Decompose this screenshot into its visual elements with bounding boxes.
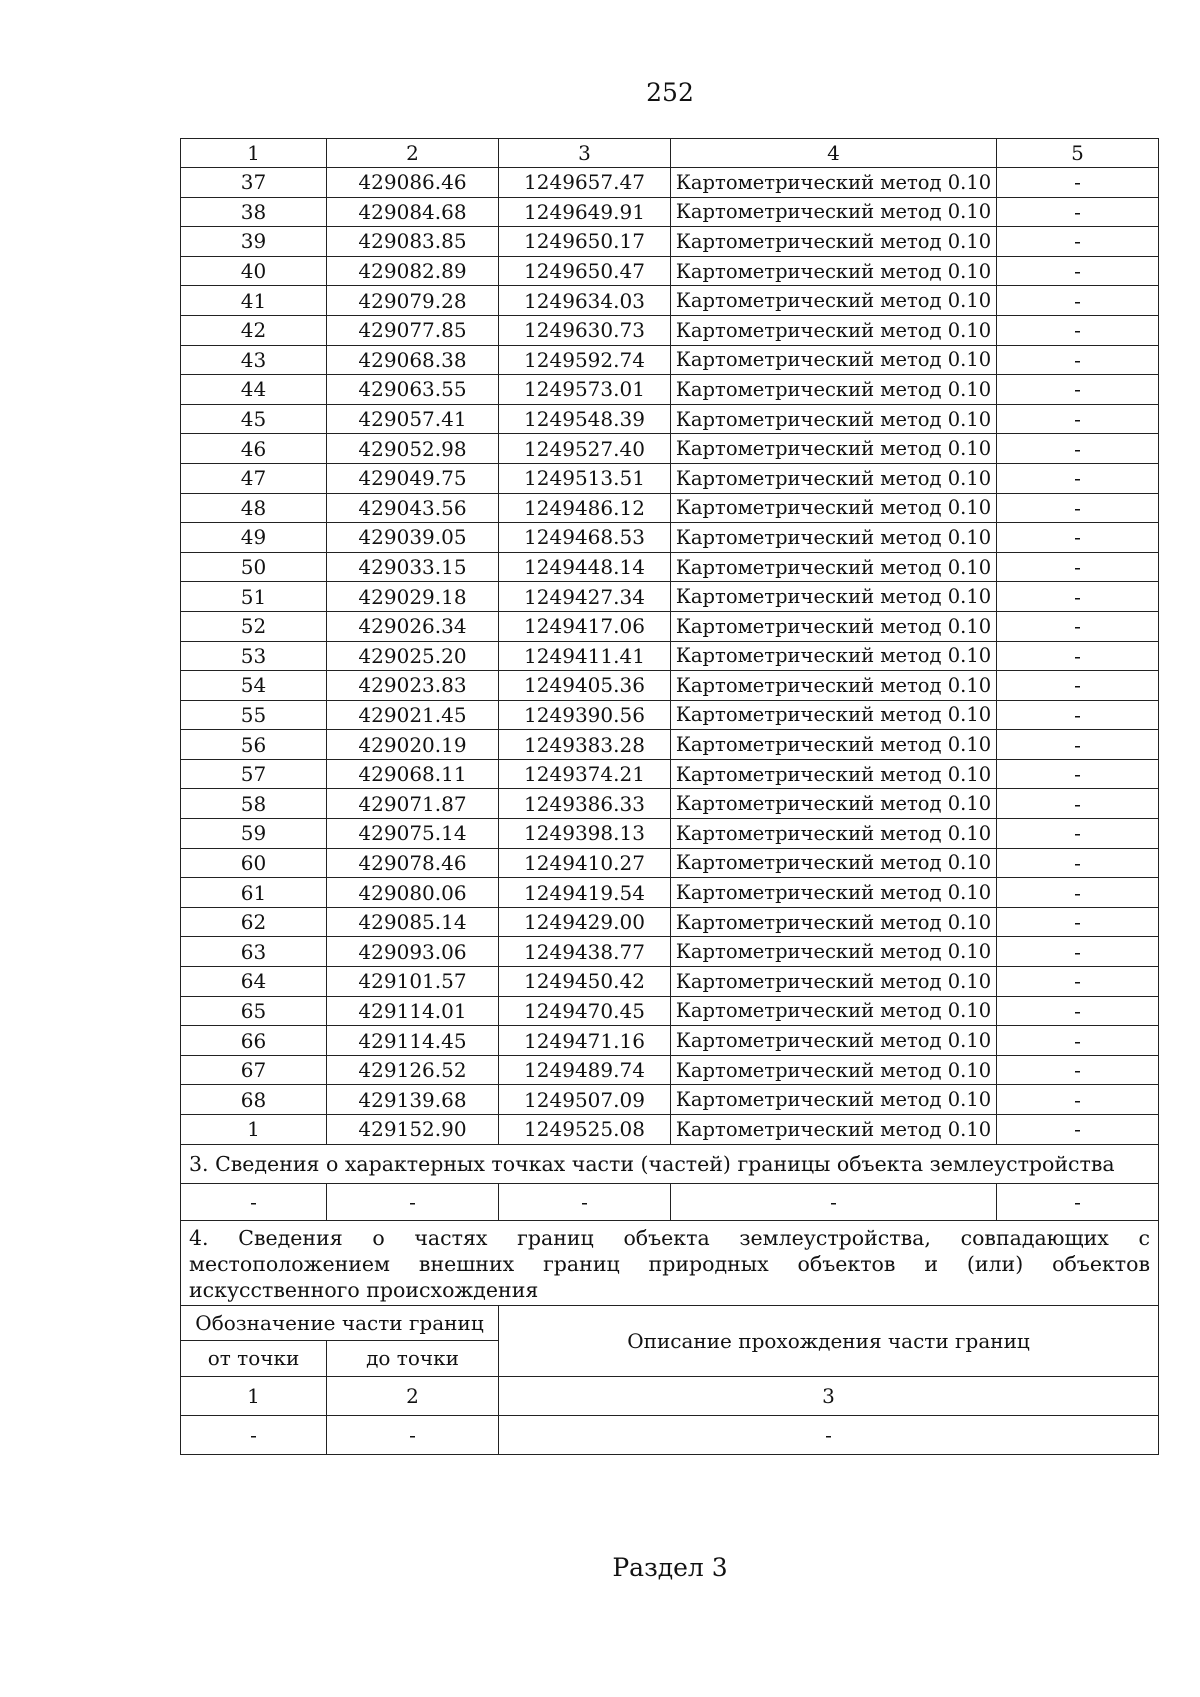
table-cell: 61 [181, 878, 327, 908]
table-cell: 51 [181, 582, 327, 612]
section3-title-row [181, 1144, 1159, 1183]
table-cell: - [997, 286, 1159, 316]
table-cell: - [997, 256, 1159, 286]
table-cell: 1249450.42 [499, 967, 671, 997]
table-cell: 1249417.06 [499, 611, 671, 641]
table-cell: 1 [181, 1115, 327, 1145]
table-cell: Картометрический метод 0.10 [671, 434, 997, 464]
table-cell: 2 [327, 1376, 499, 1415]
table-cell: 1249573.01 [499, 375, 671, 405]
table-cell: - [997, 611, 1159, 641]
table-row [181, 1026, 1159, 1056]
table-cell: 429071.87 [327, 789, 499, 819]
table-cell: Картометрический метод 0.10 [671, 315, 997, 345]
table-row [181, 730, 1159, 760]
table-cell: - [997, 819, 1159, 849]
table-cell: 49 [181, 523, 327, 553]
table-cell: - [997, 345, 1159, 375]
table-cell: 1249486.12 [499, 493, 671, 523]
table-cell: 1249513.51 [499, 463, 671, 493]
table-cell: 429063.55 [327, 375, 499, 405]
table-cell: Картометрический метод 0.10 [671, 671, 997, 701]
table-cell: 429086.46 [327, 168, 499, 198]
table-cell: Картометрический метод 0.10 [671, 227, 997, 257]
table-cell: Картометрический метод 0.10 [671, 907, 997, 937]
table-row [181, 641, 1159, 671]
table-cell: 1249634.03 [499, 286, 671, 316]
table-cell: Картометрический метод 0.10 [671, 1085, 997, 1115]
table-cell: 1249592.74 [499, 345, 671, 375]
table-cell: 47 [181, 463, 327, 493]
table-cell: - [997, 759, 1159, 789]
table-cell: Картометрический метод 0.10 [671, 552, 997, 582]
table-cell: Картометрический метод 0.10 [671, 197, 997, 227]
table-cell: - [181, 1415, 327, 1454]
table-cell: 66 [181, 1026, 327, 1056]
table-cell: 429021.45 [327, 700, 499, 730]
table-cell: 37 [181, 168, 327, 198]
table-cell: Картометрический метод 0.10 [671, 286, 997, 316]
table-cell: 429057.41 [327, 404, 499, 434]
section4-title-row [181, 1220, 1159, 1305]
table-cell: - [997, 523, 1159, 553]
table-cell: Картометрический метод 0.10 [671, 848, 997, 878]
table-cell: 429023.83 [327, 671, 499, 701]
table-cell: - [997, 789, 1159, 819]
coordinates-table [180, 138, 1159, 1455]
table-cell: Картометрический метод 0.10 [671, 345, 997, 375]
table-row [181, 611, 1159, 641]
table-cell: 67 [181, 1055, 327, 1085]
table-cell: 64 [181, 967, 327, 997]
table-cell: 1249470.45 [499, 996, 671, 1026]
table-row [181, 819, 1159, 849]
table-cell: - [997, 197, 1159, 227]
table-cell: 429084.68 [327, 197, 499, 227]
table-cell: 40 [181, 256, 327, 286]
table-cell: - [997, 641, 1159, 671]
table-cell: 57 [181, 759, 327, 789]
table-cell: - [997, 907, 1159, 937]
table-cell: - [997, 730, 1159, 760]
table-cell: 55 [181, 700, 327, 730]
table-cell: - [997, 552, 1159, 582]
table-cell: 44 [181, 375, 327, 405]
table-cell: - [997, 1183, 1159, 1220]
table-cell: 39 [181, 227, 327, 257]
table-row [181, 375, 1159, 405]
table-cell: 60 [181, 848, 327, 878]
table-row [181, 996, 1159, 1026]
table-cell: 429082.89 [327, 256, 499, 286]
table-row [181, 1055, 1159, 1085]
column-number-row [181, 139, 1159, 168]
table-cell: 59 [181, 819, 327, 849]
table-cell: Картометрический метод 0.10 [671, 168, 997, 198]
table-cell: Картометрический метод 0.10 [671, 759, 997, 789]
table-row [181, 907, 1159, 937]
table-cell: Картометрический метод 0.10 [671, 1026, 997, 1056]
table-cell: 1249650.17 [499, 227, 671, 257]
table-row [181, 493, 1159, 523]
table-cell: 429068.11 [327, 759, 499, 789]
table-cell: - [997, 878, 1159, 908]
table-row [181, 759, 1159, 789]
column-header: 4 [671, 139, 997, 168]
section-footer: Раздел 3 [612, 1553, 728, 1582]
table-cell: - [997, 937, 1159, 967]
table-cell: Картометрический метод 0.10 [671, 256, 997, 286]
table-row [181, 197, 1159, 227]
table-cell: - [997, 671, 1159, 701]
table-row [181, 404, 1159, 434]
table-cell: 1249374.21 [499, 759, 671, 789]
table-cell: Картометрический метод 0.10 [671, 611, 997, 641]
table-row [181, 256, 1159, 286]
table-cell: Картометрический метод 0.10 [671, 878, 997, 908]
table-row [181, 286, 1159, 316]
section4-header-row [181, 1305, 1159, 1341]
section4-from-header: от точки [181, 1341, 327, 1377]
table-cell: - [997, 227, 1159, 257]
table-cell: 1249390.56 [499, 700, 671, 730]
section4-number-row [181, 1376, 1159, 1415]
table-cell: 58 [181, 789, 327, 819]
table-row [181, 1115, 1159, 1145]
section4-title: 4. Сведения о частях границ объекта землеустройства, совпадающих с местоположением внешних границ природных объектов и (или) объектов искусственного происхождения [181, 1220, 1159, 1305]
table-cell: 1249525.08 [499, 1115, 671, 1145]
table-cell: - [997, 1026, 1159, 1056]
table-cell: - [997, 168, 1159, 198]
table-cell: 68 [181, 1085, 327, 1115]
table-cell: 53 [181, 641, 327, 671]
table-row [181, 1085, 1159, 1115]
table-row [181, 848, 1159, 878]
table-cell: - [997, 700, 1159, 730]
table-cell: 3 [499, 1376, 1159, 1415]
column-header: 3 [499, 139, 671, 168]
table-cell: - [327, 1183, 499, 1220]
table-cell: - [997, 463, 1159, 493]
table-cell: Картометрический метод 0.10 [671, 967, 997, 997]
table-row [181, 434, 1159, 464]
table-cell: 1249386.33 [499, 789, 671, 819]
table-cell: 65 [181, 996, 327, 1026]
table-row [181, 552, 1159, 582]
table-cell: 429068.38 [327, 345, 499, 375]
table-cell: 429033.15 [327, 552, 499, 582]
table-cell: 429126.52 [327, 1055, 499, 1085]
table-cell: 41 [181, 286, 327, 316]
table-cell: - [499, 1415, 1159, 1454]
table-cell: 50 [181, 552, 327, 582]
table-cell: 429093.06 [327, 937, 499, 967]
table-cell: 429085.14 [327, 907, 499, 937]
table-cell: 429079.28 [327, 286, 499, 316]
table-cell: 1249471.16 [499, 1026, 671, 1056]
table-cell: Картометрический метод 0.10 [671, 937, 997, 967]
table-cell: 1249411.41 [499, 641, 671, 671]
table-cell: 429078.46 [327, 848, 499, 878]
column-header: 2 [327, 139, 499, 168]
table-cell: 1249507.09 [499, 1085, 671, 1115]
page-number: 252 [646, 78, 694, 107]
table-cell: 429083.85 [327, 227, 499, 257]
table-cell: 1249429.00 [499, 907, 671, 937]
table-row [181, 523, 1159, 553]
table-cell: 429080.06 [327, 878, 499, 908]
table-cell: Картометрический метод 0.10 [671, 730, 997, 760]
table-cell: - [997, 996, 1159, 1026]
table-row [181, 227, 1159, 257]
table-cell: 1249468.53 [499, 523, 671, 553]
table-row [181, 168, 1159, 198]
table-cell: 429152.90 [327, 1115, 499, 1145]
table-row [181, 582, 1159, 612]
table-cell: 1249649.91 [499, 197, 671, 227]
table-row [181, 937, 1159, 967]
table-cell: 1249650.47 [499, 256, 671, 286]
table-row [181, 315, 1159, 345]
table-cell: 429039.05 [327, 523, 499, 553]
table-cell: 52 [181, 611, 327, 641]
table-cell: 429020.19 [327, 730, 499, 760]
table-cell: 429114.45 [327, 1026, 499, 1056]
table-cell: 429075.14 [327, 819, 499, 849]
table-cell: 1249527.40 [499, 434, 671, 464]
table-cell: Картометрический метод 0.10 [671, 700, 997, 730]
table-cell: 62 [181, 907, 327, 937]
table-cell: - [997, 315, 1159, 345]
table-cell: 429043.56 [327, 493, 499, 523]
table-cell: 1249657.47 [499, 168, 671, 198]
table-cell: Картометрический метод 0.10 [671, 582, 997, 612]
table-cell: 1249383.28 [499, 730, 671, 760]
table-cell: - [997, 582, 1159, 612]
table-cell: - [499, 1183, 671, 1220]
table-cell: - [997, 493, 1159, 523]
table-cell: 429026.34 [327, 611, 499, 641]
table-cell: - [997, 848, 1159, 878]
table-cell: 1249489.74 [499, 1055, 671, 1085]
table-row [181, 345, 1159, 375]
table-cell: Картометрический метод 0.10 [671, 641, 997, 671]
table-cell: 429139.68 [327, 1085, 499, 1115]
table-cell: 56 [181, 730, 327, 760]
table-row [181, 700, 1159, 730]
table-cell: 48 [181, 493, 327, 523]
table-cell: Картометрический метод 0.10 [671, 463, 997, 493]
table-cell: - [671, 1183, 997, 1220]
table-row [181, 463, 1159, 493]
table-row [181, 967, 1159, 997]
table-cell: Картометрический метод 0.10 [671, 996, 997, 1026]
table-cell: 1 [181, 1376, 327, 1415]
table-cell: 429049.75 [327, 463, 499, 493]
table-cell: Картометрический метод 0.10 [671, 1055, 997, 1085]
table-cell: Картометрический метод 0.10 [671, 523, 997, 553]
table-cell: - [327, 1415, 499, 1454]
table-cell: 1249427.34 [499, 582, 671, 612]
section3-title: 3. Сведения о характерных точках части (частей) границы объекта землеустройства [181, 1144, 1159, 1183]
table-cell: 429101.57 [327, 967, 499, 997]
table-cell: 1249410.27 [499, 848, 671, 878]
table-cell: 1249448.14 [499, 552, 671, 582]
section3-row [181, 1183, 1159, 1220]
table-cell: 1249419.54 [499, 878, 671, 908]
table-cell: 429114.01 [327, 996, 499, 1026]
table-cell: - [997, 1115, 1159, 1145]
table-cell: 42 [181, 315, 327, 345]
table-cell: 1249438.77 [499, 937, 671, 967]
table-cell: - [997, 404, 1159, 434]
table-cell: Картометрический метод 0.10 [671, 375, 997, 405]
section4-to-header: до точки [327, 1341, 499, 1377]
table-row [181, 878, 1159, 908]
table-cell: 45 [181, 404, 327, 434]
section4-part-header: Обозначение части границ [181, 1305, 499, 1341]
table-cell: 429025.20 [327, 641, 499, 671]
table-cell: 54 [181, 671, 327, 701]
table-cell: 429029.18 [327, 582, 499, 612]
table-cell: 43 [181, 345, 327, 375]
table-cell: - [997, 1085, 1159, 1115]
table-cell: - [997, 434, 1159, 464]
table-cell: 46 [181, 434, 327, 464]
table-cell: 1249548.39 [499, 404, 671, 434]
table-cell: 1249398.13 [499, 819, 671, 849]
table-cell: Картометрический метод 0.10 [671, 789, 997, 819]
section4-desc-header: Описание прохождения части границ [499, 1305, 1159, 1376]
column-header: 5 [997, 139, 1159, 168]
table-row [181, 671, 1159, 701]
table-cell: Картометрический метод 0.10 [671, 404, 997, 434]
table-row [181, 789, 1159, 819]
table-cell: 63 [181, 937, 327, 967]
table-cell: - [997, 967, 1159, 997]
table-cell: 38 [181, 197, 327, 227]
table-cell: Картометрический метод 0.10 [671, 819, 997, 849]
table-cell: - [997, 1055, 1159, 1085]
table-cell: - [181, 1183, 327, 1220]
table-cell: Картометрический метод 0.10 [671, 493, 997, 523]
table-cell: Картометрический метод 0.10 [671, 1115, 997, 1145]
table-cell: 1249630.73 [499, 315, 671, 345]
table-cell: 429052.98 [327, 434, 499, 464]
section4-row [181, 1415, 1159, 1454]
column-header: 1 [181, 139, 327, 168]
table-cell: 1249405.36 [499, 671, 671, 701]
table-cell: - [997, 375, 1159, 405]
table-cell: 429077.85 [327, 315, 499, 345]
